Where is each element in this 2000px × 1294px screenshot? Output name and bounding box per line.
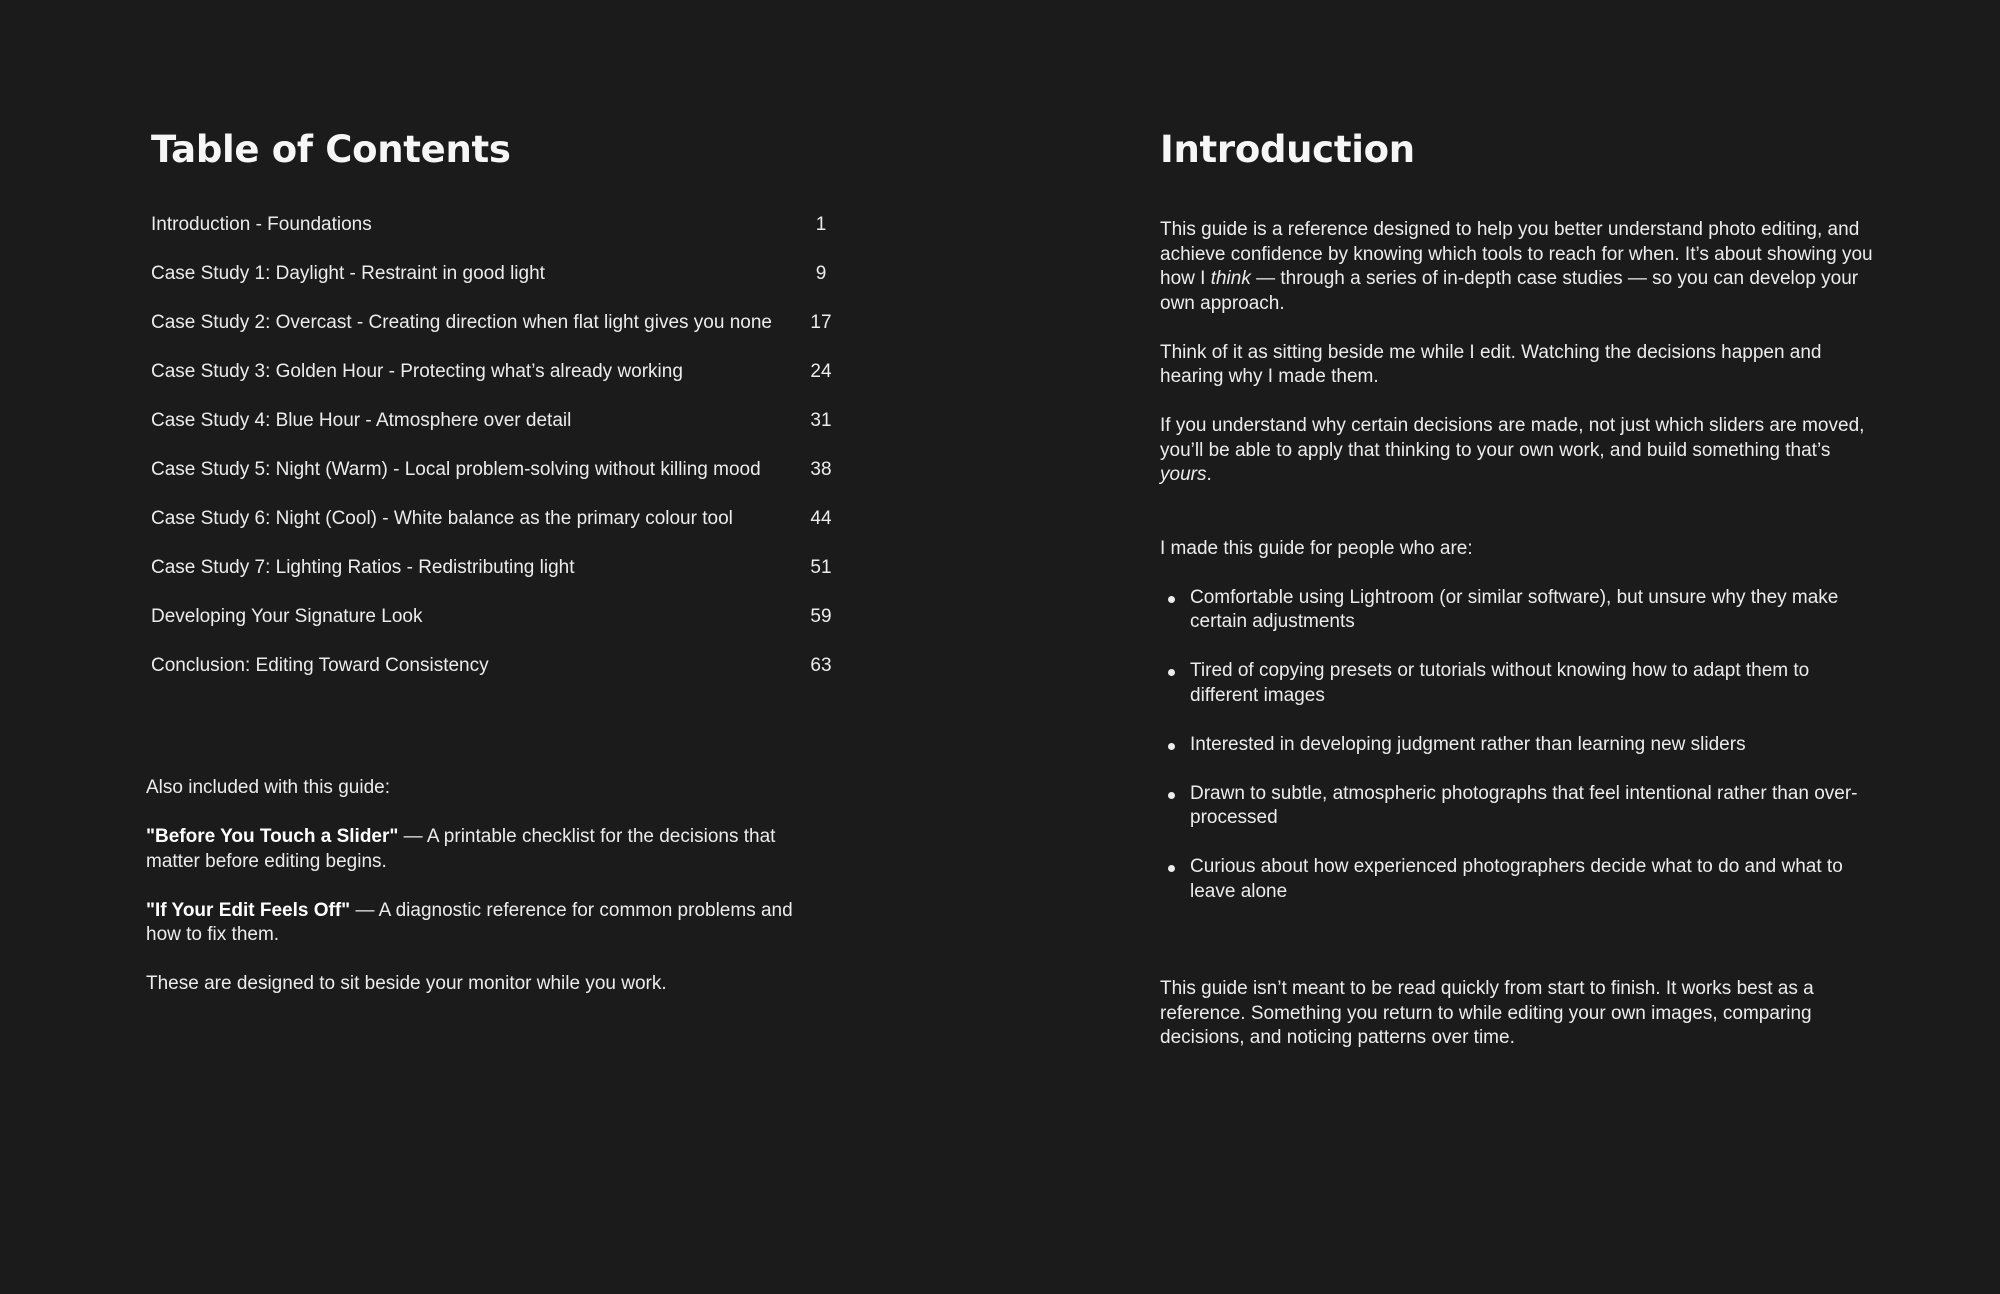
audience-item: Tired of copying presets or tutorials without knowing how to adapt them to different images — [1160, 659, 1880, 708]
audience-list — [1160, 586, 1880, 905]
toc-entry-page: 44 — [810, 508, 832, 529]
intro-paragraph: Think of it as sitting beside me while I edit. Watching the decisions happen and hearing why I made them. — [1160, 341, 1822, 387]
toc-entry-page: 31 — [810, 410, 832, 431]
toc-entry-label: Case Study 3: Golden Hour - Protecting what’s already working — [151, 361, 683, 382]
toc-entry-page: 9 — [815, 263, 827, 284]
intro-section — [1160, 128, 1880, 171]
toc-entry[interactable] — [151, 212, 851, 238]
intro-paragraph: This guide is a reference designed to help you better understand photo editing, and achieve confidence by knowing which tools to reach for when. It’s about showing you how I think — through a series of in-depth case studies — so you can develop your own approach. — [1160, 219, 1873, 314]
toc-entry[interactable] — [151, 408, 851, 434]
audience-item: Drawn to subtle, atmospheric photographs that feel intentional rather than over-processed — [1160, 782, 1880, 831]
intro-title: Introduction — [1160, 128, 1415, 171]
toc-entry-label: Conclusion: Editing Toward Consistency — [151, 655, 489, 676]
extras-note: These are designed to sit beside your monitor while you work. — [146, 973, 667, 994]
toc-entry-page: 24 — [810, 361, 832, 382]
toc-title: Table of Contents — [151, 128, 511, 171]
audience-item: Comfortable using Lightroom (or similar software), but unsure why they make certain adjustments — [1160, 586, 1880, 635]
extras-item-title: "If Your Edit Feels Off" — [146, 899, 351, 921]
extras-item — [146, 825, 826, 874]
toc-entry[interactable] — [151, 261, 851, 287]
toc-entry-label: Case Study 2: Overcast - Creating direction when flat light gives you none — [151, 312, 772, 333]
toc-entry-label: Case Study 5: Night (Warm) - Local problem-solving without killing mood — [151, 459, 761, 480]
extras-item-title: "Before You Touch a Slider" — [146, 826, 399, 847]
included-extras — [146, 776, 826, 1021]
bullet-icon — [1168, 596, 1175, 603]
extras-item-description: — A printable checklist for the decisions that matter before editing begins. — [146, 826, 776, 872]
toc-entry-label: Case Study 7: Lighting Ratios - Redistributing light — [151, 557, 575, 578]
toc-entry[interactable] — [151, 359, 851, 385]
bullet-icon — [1168, 669, 1175, 676]
toc-entry-label: Case Study 6: Night (Cool) - White balance as the primary colour tool — [151, 508, 733, 529]
audience-item: Interested in developing judgment rather than learning new sliders — [1160, 733, 1880, 758]
bullet-icon — [1168, 865, 1175, 872]
intro-paragraph: If you understand why certain decisions are made, not just which sliders are moved, you’ll be able to apply that thinking to your own work, and build something that’s yours. — [1160, 415, 1865, 485]
intro-closing: This guide isn’t meant to be read quickly from start to finish. It works best as a reference. Something you return to while editing your own images, comparing decisions, and noticing patterns over time. — [1160, 978, 1814, 1048]
toc-entry-page: 63 — [810, 655, 832, 676]
toc-entry-page: 51 — [810, 557, 832, 578]
extras-item-description: — A diagnostic reference for common problems and how to fix them. — [146, 899, 793, 945]
toc-entry[interactable] — [151, 555, 851, 581]
toc-entry[interactable] — [151, 506, 851, 532]
toc-entry[interactable] — [151, 457, 851, 483]
toc-entry-label: Developing Your Signature Look — [151, 606, 423, 627]
bullet-icon — [1168, 743, 1175, 750]
toc-entry[interactable] — [151, 653, 851, 679]
toc-entry-page: 17 — [810, 312, 832, 333]
toc-entry-page: 1 — [815, 214, 827, 235]
toc-entry-page: 59 — [810, 606, 832, 627]
toc-entry-label: Case Study 4: Blue Hour - Atmosphere over detail — [151, 410, 572, 431]
toc-entry-label: Introduction - Foundations — [151, 214, 372, 235]
toc-entry-page: 38 — [810, 459, 832, 480]
audience-item: Curious about how experienced photographers decide what to do and what to leave alone — [1160, 855, 1880, 904]
toc-entry[interactable] — [151, 604, 851, 630]
toc-entry-label: Case Study 1: Daylight - Restraint in good light — [151, 263, 545, 284]
toc-entry[interactable] — [151, 310, 851, 336]
extras-item — [146, 899, 826, 948]
intro-body — [1160, 218, 1880, 1075]
audience-heading: I made this guide for people who are: — [1160, 537, 1473, 559]
bullet-icon — [1168, 792, 1175, 799]
extras-heading: Also included with this guide: — [146, 777, 390, 798]
